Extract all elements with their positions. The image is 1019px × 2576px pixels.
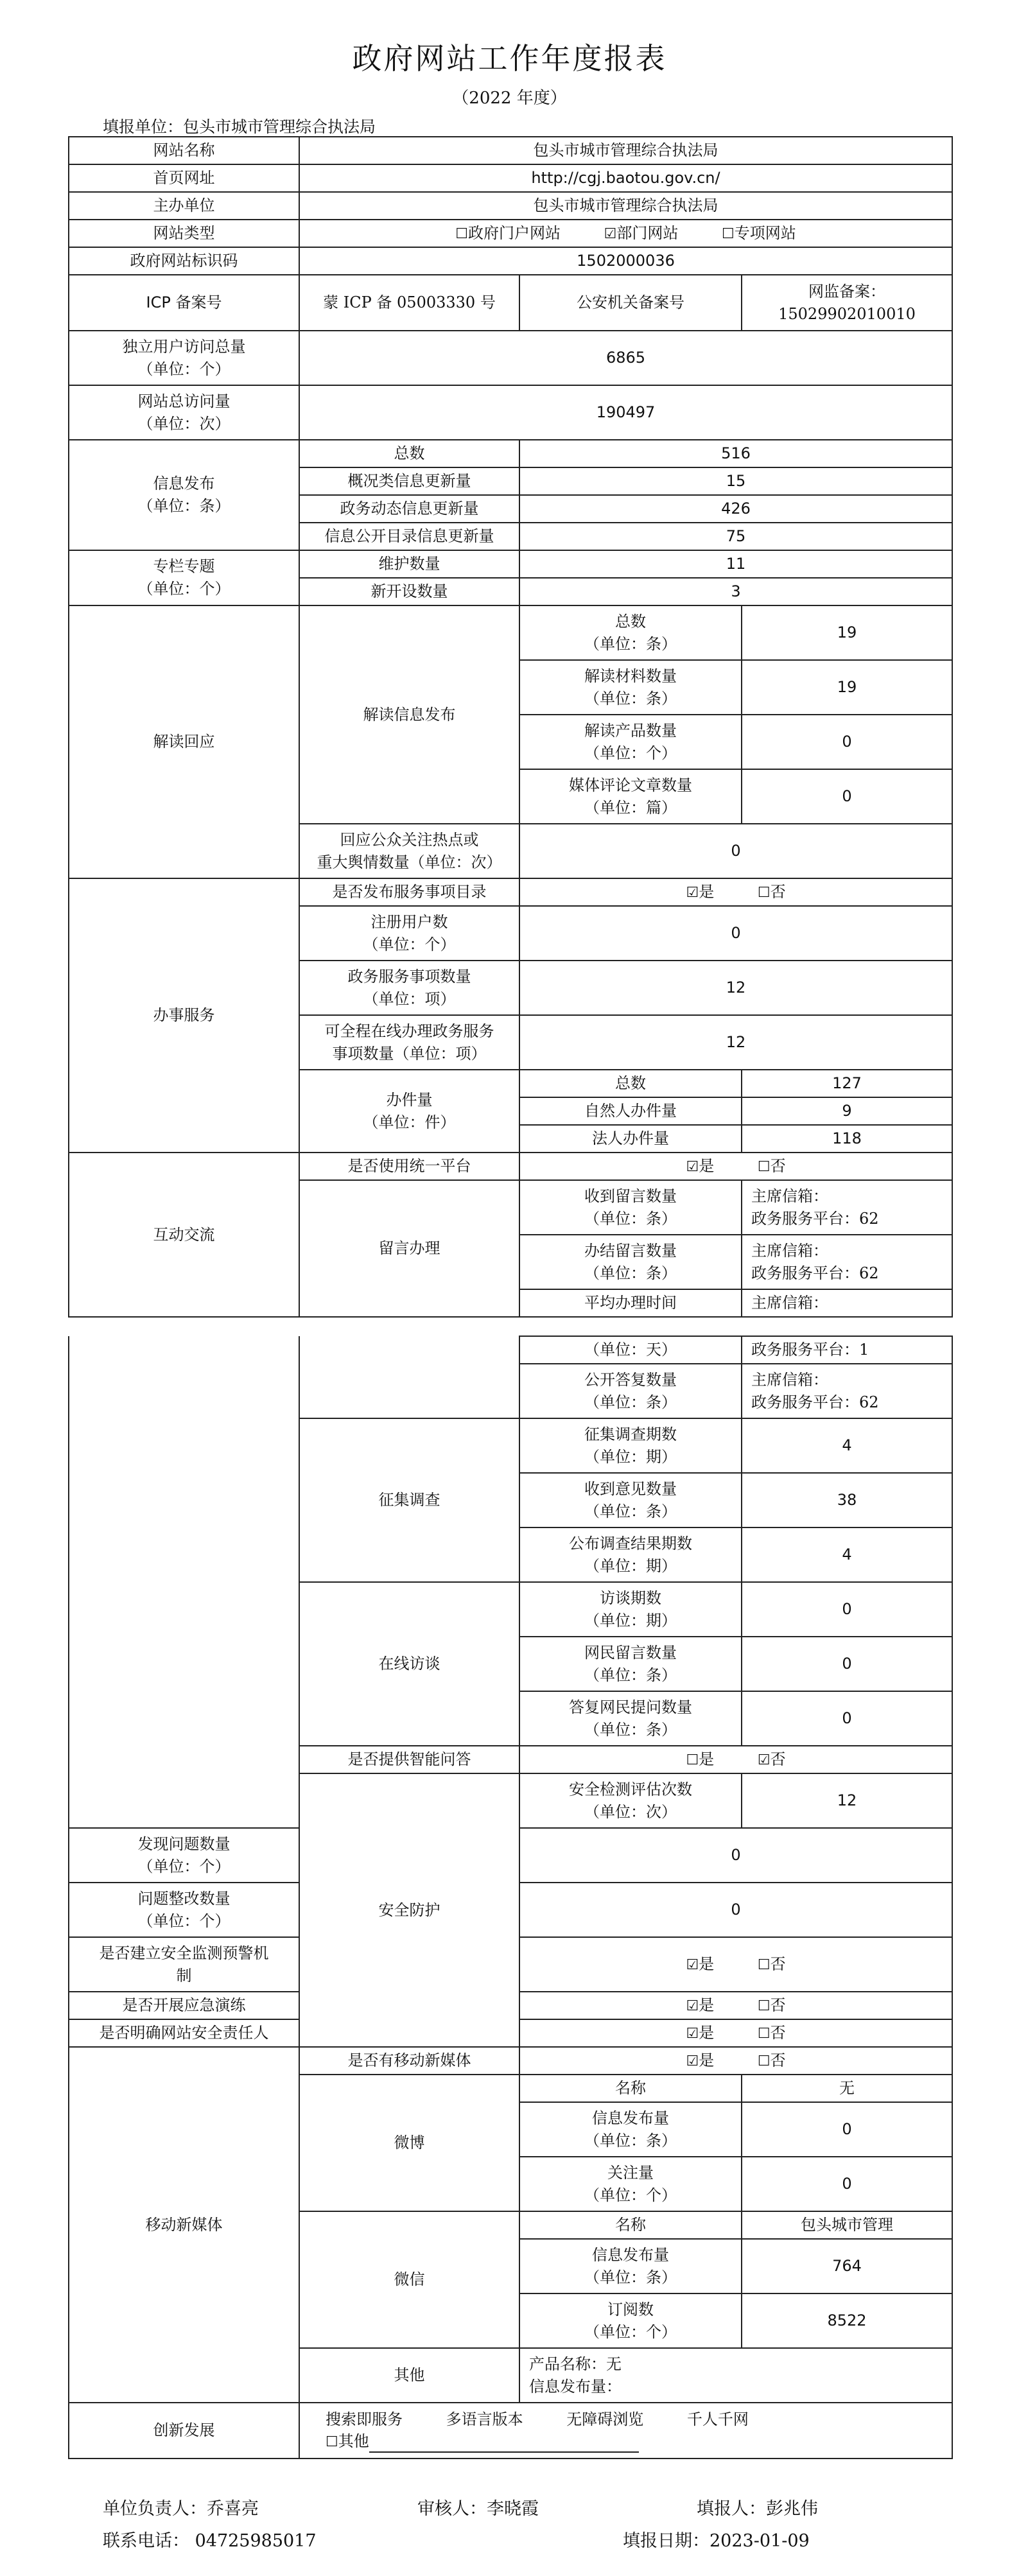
survey-period-label: 征集调查期数 （单位：期）: [519, 1418, 742, 1473]
service-items-value: 12: [519, 961, 952, 1015]
interview-reply-value: 0: [742, 1691, 952, 1746]
interview-label: 在线访谈: [299, 1582, 519, 1746]
police-label: 公安机关备案号: [519, 275, 742, 331]
wechat-sub-label: 订阅数 （单位：个）: [519, 2293, 742, 2348]
checkbox-portal[interactable]: ☐: [455, 226, 468, 243]
option-special: 专项网站: [734, 224, 796, 243]
service-catalog-options: ☑是 ☐否: [519, 878, 952, 906]
smart-qa-yes-checkbox[interactable]: ☐: [686, 1752, 699, 1769]
security-drill-label: 是否开展应急演练: [69, 1992, 299, 2019]
innovate-opt-lang[interactable]: 多语言版本: [446, 2410, 523, 2428]
security-resp-no-checkbox[interactable]: ☐: [757, 2026, 771, 2042]
mobile-label: 移动新媒体: [69, 2047, 299, 2403]
service-vol-total-label: 总数: [519, 1070, 742, 1097]
interact-label: 互动交流: [69, 1153, 299, 1317]
security-label: 安全防护: [299, 1773, 519, 2047]
uv-value: 6865: [299, 331, 952, 385]
info-publish-label: 信息发布 （单位：条）: [69, 440, 299, 550]
interact-avg-value: 主席信箱：: [742, 1289, 952, 1317]
innovate-other-checkbox[interactable]: ☐: [326, 2434, 338, 2451]
interact-unified-options: ☑是 ☐否: [519, 1153, 952, 1180]
report-title: 政府网站工作年度报表: [352, 41, 667, 76]
service-catalog-label: 是否发布服务事项目录: [299, 878, 519, 906]
homepage-value: http://cgj.baotou.gov.cn/: [299, 164, 952, 192]
smart-qa-no-checkbox[interactable]: ☑: [757, 1752, 771, 1769]
service-online-label: 可全程在线办理政务服务 事项数量（单位：项）: [299, 1015, 519, 1070]
info-news-label: 政务动态信息更新量: [299, 495, 519, 523]
interpret-material-label: 解读材料数量 （单位：条）: [519, 660, 742, 715]
report-year: （2022 年度）: [452, 89, 567, 108]
security-found-value: 0: [519, 1828, 952, 1883]
site-type-options: [299, 220, 952, 247]
service-vol-total-value: 127: [742, 1070, 952, 1097]
security-warn-label: 是否建立安全监测预警机 制: [69, 1937, 299, 1992]
weibo-name-label: 名称: [519, 2075, 742, 2102]
pv-value: 190497: [299, 385, 952, 440]
wechat-pub-value: 764: [742, 2239, 952, 2293]
site-code-value: 1502000036: [299, 247, 952, 275]
info-catalog-label: 信息公开目录信息更新量: [299, 523, 519, 550]
interpret-respond-value: 0: [519, 824, 952, 878]
smart-qa-label: 是否提供智能问答: [299, 1746, 519, 1773]
security-check-value: 12: [742, 1773, 952, 1828]
column-new-label: 新开设数量: [299, 578, 519, 605]
security-resp-label: 是否明确网站安全责任人: [69, 2019, 299, 2047]
innovate-options: [299, 2403, 952, 2459]
site-name-value: 包头市城市管理综合执法局: [299, 137, 952, 164]
info-catalog-value: 75: [519, 523, 952, 550]
footer-leader: 单位负责人：乔喜亮: [103, 2499, 259, 2519]
interview-reply-label: 答复网民提问数量 （单位：条）: [519, 1691, 742, 1746]
icp-label: ICP 备案号: [69, 275, 299, 331]
interact-avg-value-2: 政务服务平台：1: [742, 1336, 952, 1364]
site-name-label: 网站名称: [69, 137, 299, 164]
mobile-has-label: 是否有移动新媒体: [299, 2047, 519, 2075]
survey-result-label: 公布调查结果期数 （单位：期）: [519, 1527, 742, 1582]
innovate-opt-search[interactable]: 搜索即服务: [326, 2410, 403, 2428]
police-value: 网监备案：15029902010010: [742, 275, 952, 331]
mobile-no-checkbox[interactable]: ☐: [757, 2053, 771, 2070]
interview-msg-value: 0: [742, 1637, 952, 1691]
mobile-other-value: 产品名称：无 信息发布量：: [519, 2348, 952, 2403]
interact-reply-value: 主席信箱： 政务服务平台：62: [742, 1364, 952, 1418]
innovate-other-label: 其他: [338, 2432, 369, 2451]
interpret-product-value: 0: [742, 715, 952, 769]
security-warn-no-checkbox[interactable]: ☐: [757, 1957, 771, 1974]
innovate-opt-personal[interactable]: 千人千网: [686, 2410, 749, 2428]
interpret-media-label: 媒体评论文章数量 （单位：篇）: [519, 769, 742, 824]
filler-unit: 填报单位：包头市城市管理综合执法局: [103, 117, 376, 136]
innovate-other-blank[interactable]: [369, 2436, 639, 2453]
info-total-label: 总数: [299, 440, 519, 467]
mobile-other-label: 其他: [299, 2348, 519, 2403]
info-news-value: 426: [519, 495, 952, 523]
interact-done-value: 主席信箱： 政务服务平台：62: [742, 1235, 952, 1289]
site-type-label: 网站类型: [69, 220, 299, 247]
smart-qa-options: ☐是 ☑否: [519, 1746, 952, 1773]
weibo-pub-label: 信息发布量 （单位：条）: [519, 2102, 742, 2157]
column-maintain-label: 维护数量: [299, 550, 519, 578]
site-code-label: 政府网站标识码: [69, 247, 299, 275]
sponsor-label: 主办单位: [69, 192, 299, 220]
service-label: 办事服务: [69, 878, 299, 1153]
uv-label: 独立用户访问总量 （单位：个）: [69, 331, 299, 385]
service-catalog-no-checkbox[interactable]: ☐: [757, 885, 771, 901]
interact-avg-unit: （单位：天）: [519, 1336, 742, 1364]
footer-date: 填报日期：2023-01-09: [623, 2531, 810, 2551]
interact-avg-label: 平均办理时间: [519, 1289, 742, 1317]
interview-period-label: 访谈期数 （单位：期）: [519, 1582, 742, 1637]
service-catalog-yes-checkbox[interactable]: ☑: [686, 885, 699, 901]
interact-unified-no-checkbox[interactable]: ☐: [757, 1159, 771, 1176]
security-drill-yes-checkbox[interactable]: ☑: [686, 1998, 699, 2015]
option-dept: 部门网站: [616, 224, 679, 243]
icp-value: 蒙 ICP 备 05003330 号: [299, 275, 519, 331]
security-found-label: 发现问题数量 （单位：个）: [69, 1828, 299, 1883]
interpret-respond-label: 回应公众关注热点或 重大舆情数量（单位：次）: [299, 824, 519, 878]
service-vol-person-label: 自然人办件量: [519, 1097, 742, 1125]
column-maintain-value: 11: [519, 550, 952, 578]
checkbox-dept[interactable]: ☑: [604, 226, 617, 243]
innovate-opt-access[interactable]: 无障碍浏览: [566, 2410, 644, 2428]
interact-unified-yes-checkbox[interactable]: ☑: [686, 1159, 699, 1176]
wechat-sub-value: 8522: [742, 2293, 952, 2348]
interact-reply-label: 公开答复数量 （单位：条）: [519, 1364, 742, 1418]
interact-recv-label: 收到留言数量 （单位：条）: [519, 1180, 742, 1235]
info-total-value: 516: [519, 440, 952, 467]
service-vol-legal-value: 118: [742, 1125, 952, 1153]
info-overview-value: 15: [519, 467, 952, 495]
wechat-name-label: 名称: [519, 2211, 742, 2239]
report-table-part1: [68, 136, 953, 1318]
security-fixed-value: 0: [519, 1883, 952, 1937]
security-resp-yes-checkbox[interactable]: ☑: [686, 2026, 699, 2042]
mobile-has-options: ☑是 ☐否: [519, 2047, 952, 2075]
weibo-fans-label: 关注量 （单位：个）: [519, 2157, 742, 2211]
service-online-value: 12: [519, 1015, 952, 1070]
interact-unified-label: 是否使用统一平台: [299, 1153, 519, 1180]
interact-msg-label: 留言办理: [299, 1180, 519, 1317]
interact-recv-value: 主席信箱： 政务服务平台：62: [742, 1180, 952, 1235]
weibo-name-value: 无: [742, 2075, 952, 2102]
weibo-pub-value: 0: [742, 2102, 952, 2157]
info-overview-label: 概况类信息更新量: [299, 467, 519, 495]
footer-reporter: 填报人：彭兆伟: [697, 2499, 818, 2519]
wechat-label: 微信: [299, 2211, 519, 2348]
interview-period-value: 0: [742, 1582, 952, 1637]
sponsor-value: 包头市城市管理综合执法局: [299, 192, 952, 220]
security-drill-no-checkbox[interactable]: ☐: [757, 1998, 771, 2015]
innovate-label: 创新发展: [69, 2403, 299, 2459]
option-portal: 政府门户网站: [468, 224, 561, 243]
survey-opinion-label: 收到意见数量 （单位：条）: [519, 1473, 742, 1527]
security-drill-options: ☑是 ☐否: [519, 1992, 952, 2019]
weibo-fans-value: 0: [742, 2157, 952, 2211]
security-check-label: 安全检测评估次数 （单位：次）: [519, 1773, 742, 1828]
interpret-publish-label: 解读信息发布: [299, 605, 519, 824]
security-warn-yes-checkbox[interactable]: ☑: [686, 1957, 699, 1974]
interpret-media-value: 0: [742, 769, 952, 824]
footer-reviewer: 审核人：李晓霞: [417, 2499, 539, 2519]
interact-done-label: 办结留言数量 （单位：条）: [519, 1235, 742, 1289]
survey-label: 征集调查: [299, 1418, 519, 1582]
interview-msg-label: 网民留言数量 （单位：条）: [519, 1637, 742, 1691]
service-users-value: 0: [519, 906, 952, 961]
wechat-name-value: 包头城市管理: [742, 2211, 952, 2239]
interpret-label: 解读回应: [69, 605, 299, 878]
interact-msg-continued: [299, 1336, 519, 1418]
weibo-label: 微博: [299, 2075, 519, 2211]
column-new-value: 3: [519, 578, 952, 605]
survey-opinion-value: 38: [742, 1473, 952, 1527]
mobile-yes-checkbox[interactable]: ☑: [686, 2053, 699, 2070]
service-vol-person-value: 9: [742, 1097, 952, 1125]
footer-phone: 联系电话： 04725985017: [103, 2531, 317, 2551]
column-label: 专栏专题 （单位：个）: [69, 550, 299, 605]
interpret-product-label: 解读产品数量 （单位：个）: [519, 715, 742, 769]
survey-result-value: 4: [742, 1527, 952, 1582]
service-volume-label: 办件量 （单位：件）: [299, 1070, 519, 1153]
service-items-label: 政务服务事项数量 （单位：项）: [299, 961, 519, 1015]
survey-period-value: 4: [742, 1418, 952, 1473]
interpret-total-value: 19: [742, 605, 952, 660]
security-fixed-label: 问题整改数量 （单位：个）: [69, 1883, 299, 1937]
homepage-label: 首页网址: [69, 164, 299, 192]
interpret-material-value: 19: [742, 660, 952, 715]
security-resp-options: ☑是 ☐否: [519, 2019, 952, 2047]
report-table-part2: [68, 1336, 953, 2459]
wechat-pub-label: 信息发布量 （单位：条）: [519, 2239, 742, 2293]
pv-label: 网站总访问量 （单位：次）: [69, 385, 299, 440]
interpret-total-label: 总数 （单位：条）: [519, 605, 742, 660]
service-users-label: 注册用户数 （单位：个）: [299, 906, 519, 961]
security-warn-options: ☑是 ☐否: [519, 1937, 952, 1992]
service-vol-legal-label: 法人办件量: [519, 1125, 742, 1153]
checkbox-special[interactable]: ☐: [722, 226, 735, 243]
interact-label-continued: [69, 1336, 299, 1828]
